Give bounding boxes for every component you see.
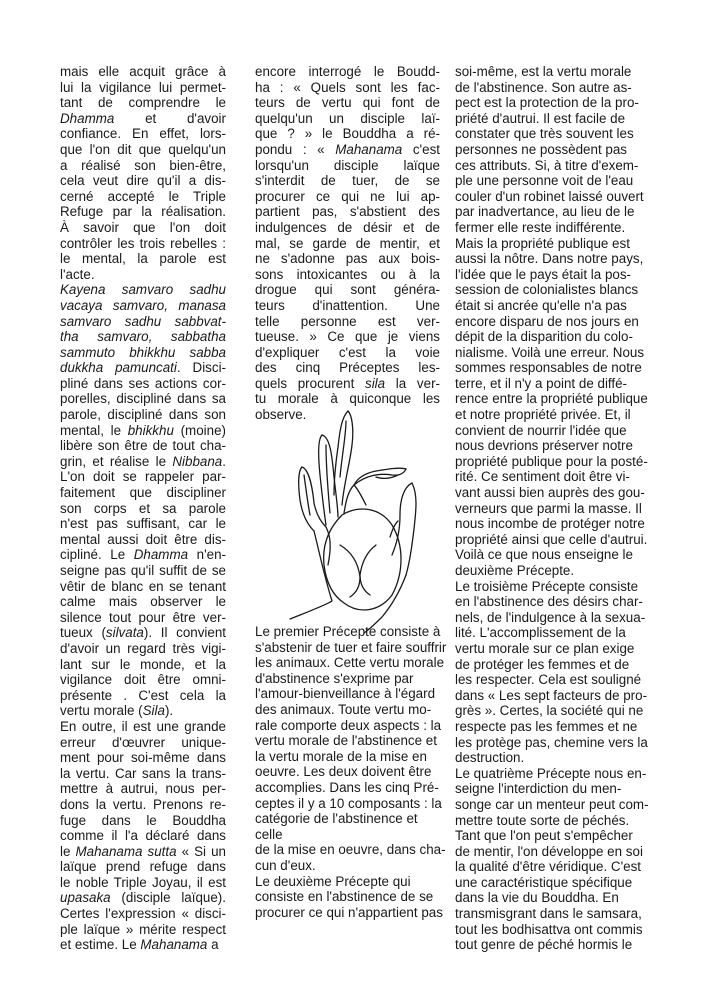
column-2-upper-text [255, 64, 440, 423]
text-line: pondu : « Mahanama c'est [255, 141, 440, 157]
text-line: mal, se garde de mentir, et [255, 235, 440, 251]
text-line: observe. [255, 407, 307, 423]
text-line: samvaro sadhu sabbvat- [60, 313, 226, 329]
column-2-lower-text [255, 624, 447, 920]
text-line: respecte pas les femmes et ne [455, 718, 638, 734]
text-line: lorsqu'un disciple laïque [255, 157, 440, 173]
text-line: Le quatrième Précepte nous en- [455, 765, 647, 781]
text-line: Refuge par la réalisation. [60, 204, 226, 220]
text-line: soi-même, est la vertu morale [455, 64, 632, 79]
text-line: propriété ainsi que celle d'autrui. [455, 531, 648, 547]
text-line: parole, discipliné dans son [60, 407, 226, 423]
text-line: d'avoir un regard très vigi- [60, 640, 226, 656]
text-line: cerné accepté le Triple [60, 188, 226, 204]
text-line: terre, et il n'y a point de diffé- [455, 375, 628, 391]
text-line: lité. L'accomplissement de la [455, 625, 626, 641]
text-line: présente . C'est cela la [60, 687, 226, 703]
text-line: calme mais observer le [60, 594, 226, 610]
text-line: dépit de la disparition du colo- [455, 329, 633, 345]
text-line: d'abstinence s'exprime par [255, 670, 414, 686]
text-line: nels, de l'indulgence à la sexua- [455, 609, 646, 625]
text-line: mental, le bhikkhu (moine) [60, 422, 226, 438]
text-line: de protéger les femmes et de [455, 656, 630, 672]
text-line: nialisme. Voilà une erreur. Nous [455, 344, 645, 360]
text-line: Voilà ce que nous enseigne le [455, 547, 633, 563]
text-line: vigilance doit être omni- [60, 672, 226, 688]
text-line: nous incombe de protéger notre [455, 516, 645, 532]
text-line: convient de nourrir l'idée que [455, 422, 627, 438]
text-line: session de colonialistes blancs [455, 282, 639, 298]
text-line: personnes ne possèdent pas [455, 141, 627, 157]
text-line: ces attributs. Si, à titre d'exem- [455, 157, 639, 173]
text-line: transmisgrant dans le samsara, [455, 906, 642, 922]
text-line: L'on doit se rappeler par- [60, 469, 226, 485]
text-line: En outre, il est une grande [60, 718, 226, 734]
text-line: lant sur le monde, et la [60, 656, 226, 672]
text-line: mais elle acquit grâce à [60, 64, 226, 79]
text-line: tu morale à quiconque les [255, 391, 440, 407]
text-line: deuxième Précepte. [455, 563, 575, 578]
text-line: rence entre la propriété publique [455, 391, 648, 407]
text-line: dans la vie du Bouddha. En [455, 890, 619, 906]
text-line: quelqu'un un disciple laï- [255, 110, 440, 126]
text-line: mettre à autrui, nous per- [60, 781, 226, 797]
text-line: mettre toute sorte de péchés. [455, 812, 630, 828]
text-line: l'idée que le pays était la pos- [455, 266, 632, 282]
text-line: ne s'adonne pas aux bois- [255, 251, 440, 267]
text-line: aussi la nôtre. Dans notre pays, [455, 251, 644, 267]
text-line: À savoir que l'on doit [60, 219, 226, 235]
text-line: libère son être de tout cha- [60, 438, 226, 454]
text-line: vertu morale (Sila). [60, 703, 174, 719]
text-line: contrôler les trois rebelles : [60, 235, 226, 251]
text-column-2 [255, 64, 447, 920]
text-line: lui la vigilance lui permet- [60, 79, 226, 95]
text-line: s'interdit de tuer, de se [255, 173, 440, 189]
text-line: comme il l'a déclaré dans [60, 828, 226, 844]
text-column-1 [60, 64, 226, 953]
text-line: vacaya samvaro, manasa [60, 297, 226, 313]
text-line: upasaka (disciple laïque). [60, 890, 226, 906]
text-line: tout les bodhisattva ont commis [455, 921, 643, 937]
text-line: ha : « Quels sont les fac- [255, 79, 440, 95]
text-line: vêtir de blanc en se tenant [60, 578, 226, 594]
text-line: a réalisé son bien-être, [60, 157, 226, 173]
text-line: vant aussi bien auprès des gou- [455, 485, 645, 501]
text-line: cun d'eux. [255, 857, 316, 873]
text-line: fermer elle reste indifférente. [455, 219, 626, 235]
text-line: par inadvertance, au lieu de le [455, 204, 635, 220]
text-line: Certes l'expression « disci- [60, 906, 226, 922]
text-line: ple laïque » mérite respect [60, 921, 226, 937]
text-line: consiste en l'abstinence de se [255, 889, 434, 905]
text-line: porelles, discipliné dans sa [60, 391, 226, 407]
text-line: silence tout pour être ver- [60, 609, 226, 625]
text-line: sons intoxicantes ou à la [255, 266, 440, 282]
text-line: était si ancrée qu'elle n'a pas [455, 297, 627, 313]
text-line: pect est la protection de la pro- [455, 95, 639, 111]
hand-mudra-icon [280, 405, 420, 635]
text-line: grès ». Certes, la société qui ne [455, 703, 644, 719]
text-line: sammuto bhikkhu sabba [60, 344, 226, 360]
text-line: les respecter. Cela est souligné [455, 672, 642, 688]
text-line: encore interrogé le Boudd- [255, 64, 440, 79]
text-line: n'est pas suffisant, car le [60, 516, 226, 532]
text-line: la vertu morale de la mise en [255, 748, 427, 764]
text-line: destruction. [455, 750, 525, 766]
text-line: propriété publique pour la posté- [455, 453, 648, 469]
text-line: les animaux. Cette vertu morale [255, 655, 445, 671]
text-line: constater que très souvent les [455, 126, 634, 142]
text-line: en l'abstinence des désirs char- [455, 594, 643, 610]
text-line: verneurs que parmi la masse. Il [455, 500, 642, 516]
text-line: des animaux. Toute vertu mo- [255, 701, 432, 717]
text-line: catégorie de l'abstinence et celle [255, 811, 418, 842]
text-line: grin, et réalise le Nibbana. [60, 453, 226, 469]
text-line: ple une personne voit de l'eau [455, 173, 634, 189]
text-line: Le premier Précepte consiste à [255, 624, 441, 639]
text-line: couler d'un robinet laissé ouvert [455, 188, 644, 204]
text-line: le Mahanama sutta « Si un [60, 843, 226, 859]
text-line: confiance. En effet, lors- [60, 126, 226, 142]
text-line: telle personne est ver- [255, 313, 440, 329]
text-line: rité. Ce sentiment doit être vi- [455, 469, 630, 485]
text-line: mental aussi doit être dis- [60, 531, 226, 547]
text-line: erreur d'œuvrer unique- [60, 734, 226, 750]
text-line: vertu morale sur ce plan exige [455, 640, 635, 656]
text-line: la vertu. Car sans la trans- [60, 765, 226, 781]
text-line: seigne pas qu'il suffit de se [60, 563, 226, 578]
text-line: cela veut dire qu'il a dis- [60, 173, 226, 189]
text-line: tout genre de péché hormis le [455, 937, 633, 953]
text-line: les protège pas, chemine vers la [455, 734, 648, 750]
text-line: le mental, la parole est [60, 251, 226, 267]
text-line: seigne l'interdiction du men- [455, 781, 622, 797]
text-line: ceptes il y a 10 composants : la [255, 795, 442, 811]
text-line: vertu morale de l'abstinence et [255, 733, 437, 749]
text-line: cipliné. Le Dhamma n'en- [60, 547, 226, 563]
text-line: de mentir, l'on développe en soi [455, 843, 643, 859]
text-line: faitement que discipliner [60, 485, 226, 501]
text-line: priété d'autrui. Il est facile de [455, 110, 626, 126]
text-line: dukkha pamuncati. Disci- [60, 360, 226, 376]
text-line: la qualité d'être véridique. C'est [455, 859, 641, 875]
text-line: de l'abstinence. Son autre as- [455, 79, 632, 95]
text-line: songe car un menteur peut com- [455, 796, 649, 812]
text-line: nous devrions préserver notre [455, 438, 633, 454]
text-line: procurer ce qui n'appartient pas [255, 904, 443, 920]
text-line: tueux (silvata). Il convient [60, 625, 226, 641]
text-line: laïque prend refuge dans [60, 859, 226, 875]
text-line: Le deuxième Précepte qui [255, 873, 411, 889]
text-line: Kayena samvaro sadhu [60, 282, 226, 298]
text-line: rale comporte deux aspects : la [255, 717, 442, 733]
text-line: Le troisième Précepte consiste [455, 578, 639, 594]
text-line: fuge dans le Bouddha [60, 812, 226, 828]
text-line: tha samvaro, sabbatha [60, 329, 226, 345]
text-line: de la mise en oeuvre, dans cha- [255, 842, 446, 858]
text-line: accomplies. Dans les cinq Pré- [255, 779, 439, 795]
text-line: s'abstenir de tuer et faire souffrir [255, 639, 447, 655]
text-line: tant de comprendre le [60, 95, 226, 111]
text-column-3 [455, 64, 650, 953]
text-line: Tant que l'on peut s'empêcher [455, 828, 633, 844]
text-line: sommes responsables de notre [455, 360, 642, 376]
text-line: Dhamma et d'avoir [60, 110, 226, 126]
text-line: d'expliquer c'est la voie [255, 344, 440, 360]
text-line: drogue qui sont généra- [255, 282, 440, 298]
text-line: pliné dans ses actions cor- [60, 375, 226, 391]
text-line: encore disparu de nos jours en [455, 313, 639, 329]
text-line: le noble Triple Joyau, il est [60, 874, 226, 890]
text-line: partient pas, s'abstient des [255, 204, 440, 220]
text-line: tueuse. » Ce que je viens [255, 329, 440, 345]
text-line: que l'on dit que quelqu'un [60, 141, 226, 157]
buddha-hand-mudra-illustration [280, 405, 420, 635]
text-line: Mais la propriété publique est [455, 235, 630, 251]
text-line: une caractéristique spécifique [455, 874, 633, 890]
text-line: et notre propriété privée. Et, il [455, 407, 631, 423]
text-line: et estime. Le Mahanama a [60, 937, 219, 953]
text-line: dans « Les sept facteurs de pro- [455, 687, 648, 703]
text-line: que ? » le Bouddha a ré- [255, 126, 440, 142]
text-line: oeuvre. Les deux doivent être [255, 764, 432, 780]
text-line: son corps et sa parole [60, 500, 226, 516]
text-line: l'acte. [60, 266, 95, 282]
text-line: l'amour-bienveillance à l'égard [255, 686, 436, 702]
text-line: dons la vertu. Prenons re- [60, 796, 226, 812]
text-line: indulgences de désir et de [255, 219, 440, 235]
text-line: teurs d'inattention. Une [255, 297, 440, 313]
text-line: teurs de vertu qui font de [255, 95, 440, 111]
text-line: procurer ce qui ne lui ap- [255, 188, 440, 204]
text-line: ment pour soi-même dans [60, 750, 226, 766]
text-line: des cinq Préceptes les- [255, 360, 440, 376]
text-line: quels procurent sila la ver- [255, 375, 440, 391]
